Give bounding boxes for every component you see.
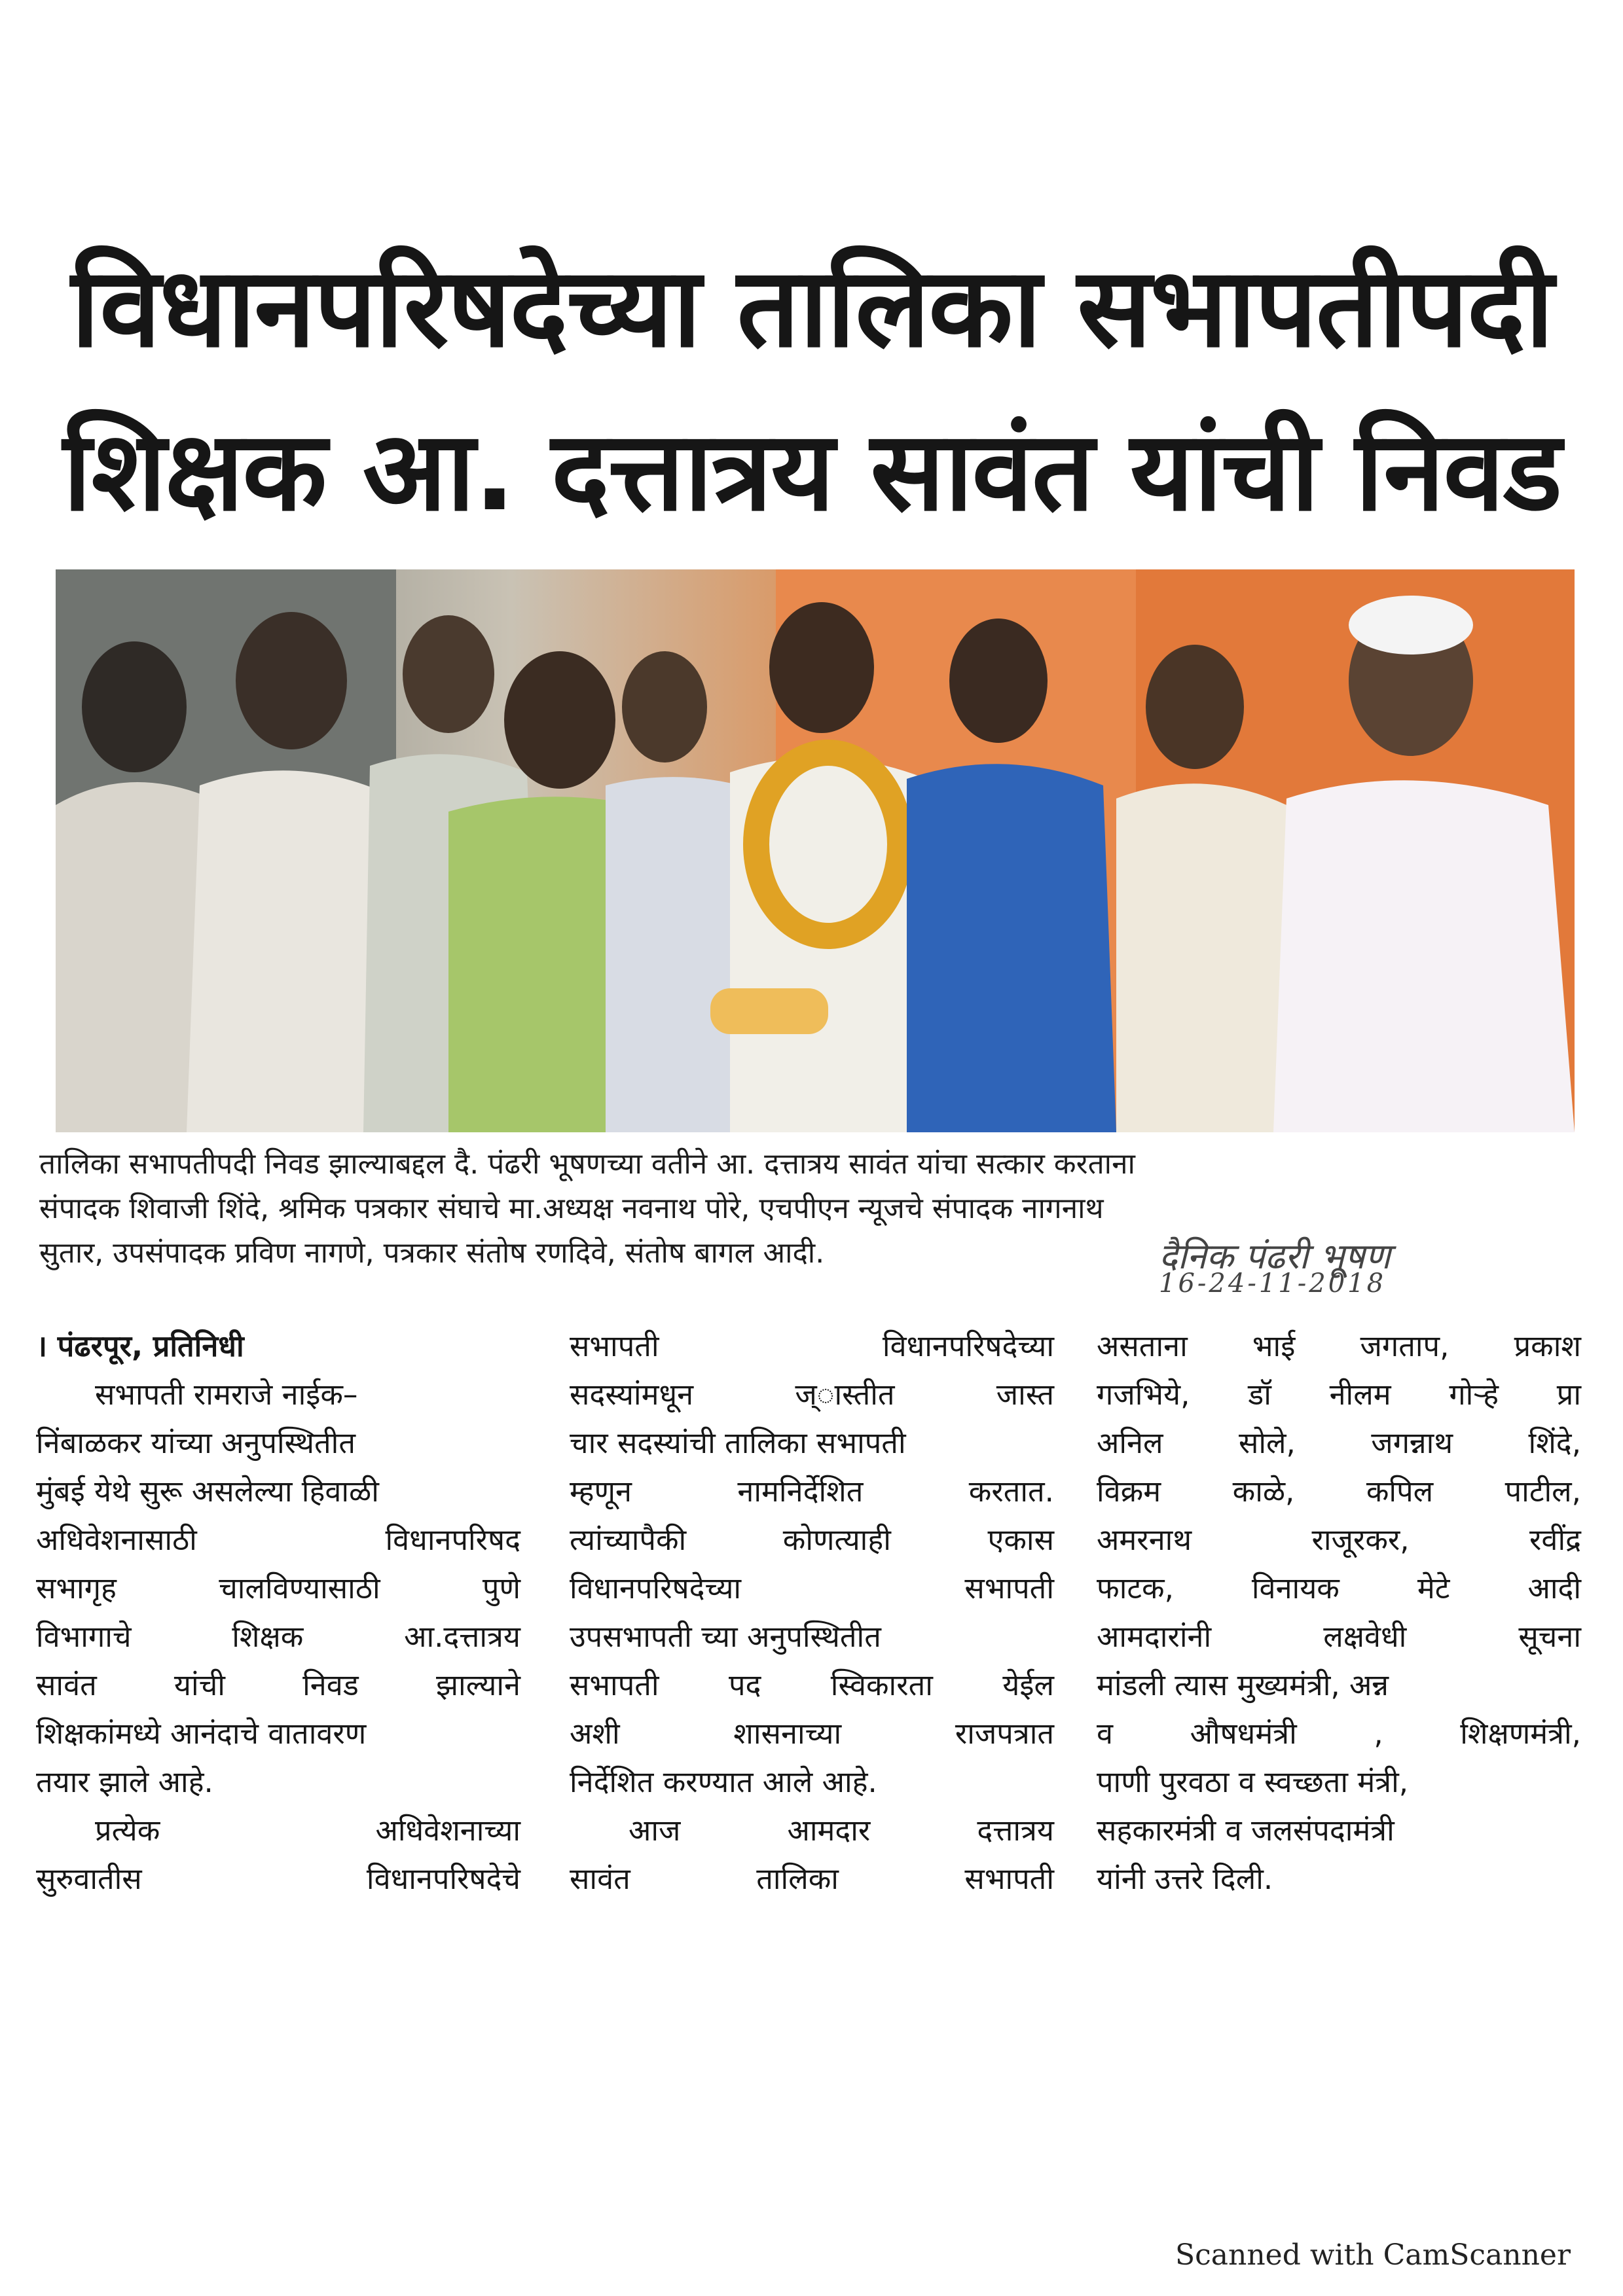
caption-line: तालिका सभापतीपदी निवड झाल्याबद्दल दै. पंढरी भूषणच्या वतीने आ. दत्तात्रय सावंत यांचा सत्कार करताना: [39, 1147, 1135, 1181]
article-line: फाटक, विनायक मेटे आदी: [1097, 1571, 1581, 1605]
article-line: म्हणून नामनिर्देशित करतात.: [570, 1474, 1054, 1509]
article-line: सभापती पद स्विकारता येईल: [570, 1668, 1054, 1702]
article-column-1: [36, 1322, 520, 1903]
headline: [39, 226, 1584, 553]
article-line: मांडली त्यास मुख्यमंत्री, अन्न: [1097, 1668, 1389, 1702]
article-line: अधिवेशनासाठी विधानपरिषद: [36, 1522, 520, 1557]
article-line: प्रत्येक अधिवेशनाच्या: [95, 1813, 520, 1848]
article-line: निंबाळकर यांच्या अनुपस्थितीत: [36, 1426, 356, 1460]
article-line: शिक्षकांमध्ये आनंदाचे वातावरण: [36, 1716, 367, 1751]
article-line: सदस्यांमधून ज्ास्तीत जास्त: [570, 1377, 1054, 1412]
article-line: निर्देशित करण्यात आले आहे.: [570, 1765, 877, 1799]
article-line: उपसभापती च्या अनुपस्थितीत: [570, 1619, 881, 1654]
article-line: अनिल सोले, जगन्नाथ शिंदे,: [1097, 1426, 1581, 1460]
caption-line: संपादक शिवाजी शिंदे, श्रमिक पत्रकार संघाचे मा.अध्यक्ष नवनाथ पोरे, एचपीएन न्यूजचे संपादक नागनाथ: [39, 1192, 1104, 1225]
article-line: यांनी उत्तरे दिली.: [1097, 1861, 1273, 1896]
article-line: सभागृह चालविण्यासाठी पुणे: [36, 1571, 520, 1605]
article-column-2: [570, 1322, 1054, 1903]
handwritten-note: [1159, 1230, 1617, 1322]
scanner-watermark: Scanned with CamScanner: [1175, 2238, 1571, 2272]
article-line: सभापती विधानपरिषदेच्या: [570, 1329, 1054, 1363]
caption-line: सुतार, उपसंपादक प्रविण नागणे, पत्रकार संतोष रणदिवे, संतोष बागल आदी.: [39, 1236, 825, 1270]
article-line: विधानपरिषदेच्या सभापती: [570, 1571, 1054, 1605]
article-line: विभागाचे शिक्षक आ.दत्तात्रय: [36, 1619, 520, 1654]
article-line: चार सदस्यांची तालिका सभापती: [570, 1426, 906, 1460]
headline-line-2: शिक्षक आ. दत्तात्रय सावंत यांची निवड: [63, 407, 1561, 535]
article-byline: । पंढरपूर, प्रतिनिधी: [36, 1329, 244, 1363]
article-line: सहकारमंत्री व जलसंपदामंत्री: [1097, 1813, 1395, 1848]
headline-line-1: विधानपरिषदेच्या तालिका सभापतीपदी: [71, 243, 1553, 372]
article-line: आज आमदार दत्तात्रय: [629, 1813, 1054, 1848]
article-line: अमरनाथ राजूरकर, रवींद्र: [1097, 1522, 1581, 1557]
article-line: असताना भाई जगताप, प्रकाश: [1097, 1329, 1581, 1363]
article-line: पाणी पुरवठा व स्वच्छता मंत्री,: [1097, 1765, 1409, 1799]
article-line: अशी शासनाच्या राजपत्रात: [570, 1716, 1054, 1751]
article-line: मुंबई येथे सुरू असलेल्या हिवाळी: [36, 1474, 379, 1509]
handwritten-paper-name: दैनिक पंढरी भूषण: [1159, 1236, 1391, 1277]
article-line: त्यांच्यापैकी कोणत्याही एकास: [570, 1522, 1054, 1557]
handwritten-date: 16-24-11-2018: [1159, 1268, 1387, 1299]
news-photo: [56, 569, 1575, 1132]
article-line: आमदारांनी लक्षवेधी सूचना: [1097, 1619, 1581, 1654]
article-line: सुरुवातीस विधानपरिषदेचे: [36, 1861, 520, 1896]
article-line: सावंत तालिका सभापती: [570, 1861, 1054, 1896]
article-line: व औषधमंत्री , शिक्षणमंत्री,: [1097, 1716, 1581, 1751]
article-line: विक्रम काळे, कपिल पाटील,: [1097, 1474, 1581, 1509]
article-line: गजभिये, डॉ नीलम गोऱ्हे प्रा: [1097, 1377, 1581, 1412]
article-line: तयार झाले आहे.: [36, 1765, 213, 1799]
article-line: सावंत यांची निवड झाल्याने: [36, 1668, 520, 1702]
news-photo-illustration: [56, 569, 1575, 1132]
article-column-3: [1097, 1322, 1581, 1903]
article-line: सभापती रामराजे नाईक–: [95, 1377, 358, 1412]
